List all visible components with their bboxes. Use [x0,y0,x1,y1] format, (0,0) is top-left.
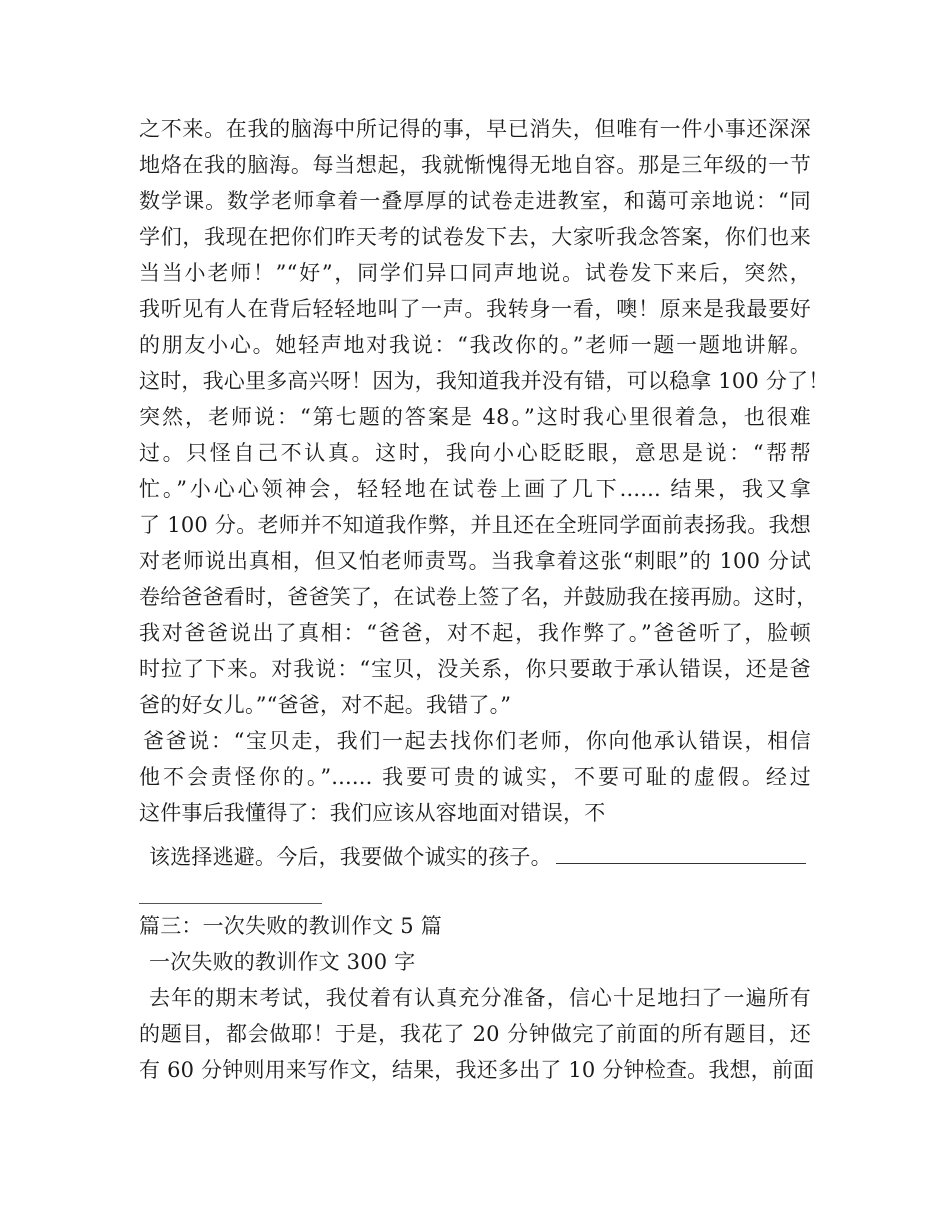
paragraph-line: 的朋友小心。她轻声地对我说：“我改你的。”老师一题一题地讲解。 [139,333,811,357]
paragraph-line: 之不来。在我的脑海中所记得的事，早已消失，但唯有一件小事还深深 [139,117,811,141]
blank-underline [556,845,806,864]
paragraph-line: 忙。”小心心领神会，轻轻地在试卷上画了几下...... 结果，我又拿 [139,477,811,501]
paragraph-line: 爸爸说：“宝贝走，我们一起去找你们老师，你向他承认错误，相信 [143,729,811,753]
paragraph-line: 他不会责怪你的。”...... 我要可贵的诚实，不要可耻的虚假。经过 [139,765,811,789]
paragraph-line: 我听见有人在背后轻轻地叫了一声。我转身一看，噢！原来是我最要好 [139,297,811,321]
paragraph-line-with-blank [149,845,806,869]
paragraph-line: 爸的好女儿。”“爸爸，对不起。我错了。” [139,693,512,717]
paragraph-line: 数学课。数学老师拿着一叠厚厚的试卷走进教室，和蔼可亲地说：“同 [139,189,811,213]
paragraph-line: 的题目，都会做耶！于是，我花了 20 分钟做完了前面的所有题目，还 [139,1022,811,1046]
paragraph-line: 对老师说出真相，但又怕老师责骂。当我拿着这张“刺眼”的 100 分试 [139,549,811,573]
paragraph-line: 了 100 分。老师并不知道我作弊，并且还在全班同学面前表扬我。我想 [139,513,811,537]
paragraph-line: 这时，我心里多高兴呀！因为，我知道我并没有错，可以稳拿 100 分了！ [139,369,830,393]
article-title: 一次失败的教训作文 300 字 [149,950,416,974]
paragraph-line: 过。只怪自己不认真。这时，我向小心眨眨眼，意思是说：“帮帮 [139,441,811,465]
paragraph-line: 这件事后我懂得了：我们应该从容地面对错误，不 [139,801,606,825]
paragraph-line: 有 60 分钟则用来写作文，结果，我还多出了 10 分钟检查。我想，前面 [139,1058,815,1082]
paragraph-line: 地烙在我的脑海。每当想起，我就惭愧得无地自容。那是三年级的一节 [139,153,811,177]
paragraph-line: 去年的期末考试，我仗着有认真充分准备，信心十足地扫了一遍所有 [149,986,811,1010]
paragraph-line: 我对爸爸说出了真相：“爸爸，对不起，我作弊了。”爸爸听了，脸顿 [139,621,811,645]
paragraph-line: 该选择逃避。今后，我要做个诚实的孩子。 [149,845,552,869]
paragraph-line: 时拉了下来。对我说：“宝贝，没关系，你只要敢于承认错误，还是爸 [139,657,811,681]
paragraph-line: 卷给爸爸看时，爸爸笑了，在试卷上签了名，并鼓励我在接再励。这时， [139,585,818,609]
paragraph-line: 学们，我现在把你们昨天考的试卷发下去，大家听我念答案，你们也来 [139,225,811,249]
paragraph-line: 突然，老师说：“第七题的答案是 48。”这时我心里很着急，也很难 [139,405,811,429]
section-heading: 篇三：一次失败的教训作文 5 篇 [139,914,442,938]
divider-rule [139,903,322,904]
paragraph-line: 当当小老师！”“好”，同学们异口同声地说。试卷发下来后，突然， [139,261,811,285]
